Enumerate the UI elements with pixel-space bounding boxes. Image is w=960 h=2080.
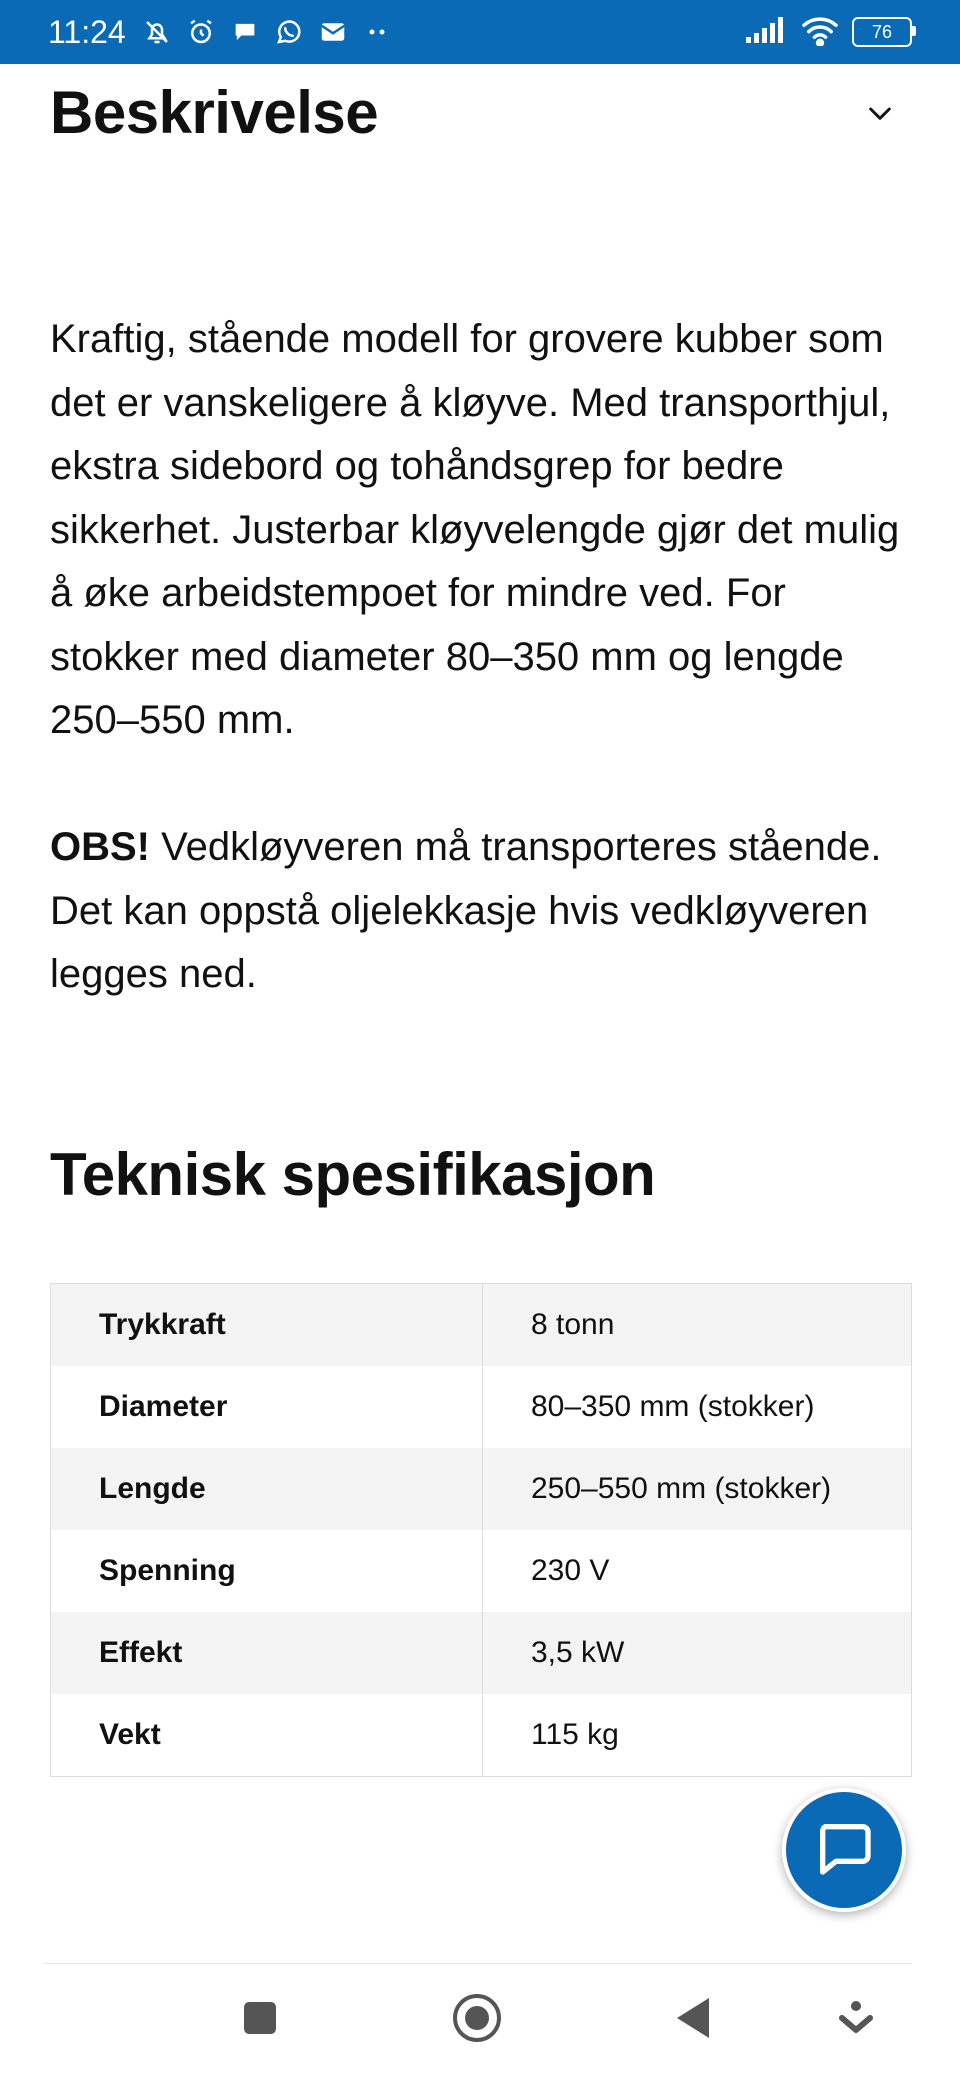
spec-key: Trykkraft <box>51 1284 483 1367</box>
spec-table <box>50 1283 912 1777</box>
chat-button[interactable] <box>782 1788 906 1912</box>
obs-note <box>50 816 910 1007</box>
back-button[interactable] <box>663 1990 723 2050</box>
spec-value: 230 V <box>531 1554 610 1587</box>
spec-value: 8 tonn <box>531 1308 615 1341</box>
notification-icons <box>140 15 394 49</box>
recents-button[interactable] <box>230 1990 290 2050</box>
signal-icon <box>744 15 788 50</box>
chat-icon <box>812 1816 876 1885</box>
back-triangle-icon <box>673 1996 713 2045</box>
description-header[interactable] <box>50 78 910 147</box>
obs-label: OBS! <box>50 825 150 869</box>
table-row <box>51 1612 912 1694</box>
home-circle-icon <box>451 1992 503 2049</box>
spec-value: 3,5 kW <box>531 1636 625 1669</box>
mute-bell-icon <box>140 15 174 49</box>
chat-bubble-icon <box>228 15 262 49</box>
home-button[interactable] <box>447 1990 507 2050</box>
spec-key: Spenning <box>51 1530 483 1612</box>
table-row <box>51 1530 912 1612</box>
status-bar <box>0 0 960 64</box>
mail-icon <box>316 15 350 49</box>
spec-value: 250–550 mm (stokker) <box>531 1472 832 1505</box>
system-indicators <box>744 14 912 51</box>
description-text: Kraftig, stående modell for grovere kubber som det er vanskeligere å kløyve. Med transporthjul, ekstra sidebord og tohåndsgrep for bedre sikkerhet. Justerbar kløyvelengde gjør det mulig å øke arbeidstempoet for mindre ved. For stokker med diameter 80–350 mm og lengde 250–550 mm. <box>50 317 900 742</box>
whatsapp-icon <box>272 15 306 49</box>
more-dots-icon <box>360 15 394 49</box>
battery-icon <box>852 17 912 47</box>
hide-nav-icon <box>838 1998 874 2043</box>
spec-title: Teknisk spesifikasjon <box>50 1141 656 1208</box>
alarm-icon <box>184 15 218 49</box>
hide-nav-button[interactable] <box>826 1990 886 2050</box>
table-row <box>51 1694 912 1777</box>
status-time: 11:24 <box>48 13 126 50</box>
recents-square-icon <box>241 1999 279 2042</box>
spec-value: 80–350 mm (stokker) <box>531 1390 815 1423</box>
spec-key: Diameter <box>51 1366 483 1448</box>
description-title: Beskrivelse <box>50 79 379 146</box>
spec-key: Lengde <box>51 1448 483 1530</box>
spec-key: Vekt <box>51 1694 483 1777</box>
table-row <box>51 1366 912 1448</box>
wifi-icon <box>800 14 840 51</box>
navigation-bar <box>0 1980 960 2060</box>
chevron-down-icon[interactable] <box>860 93 900 133</box>
battery-level: 76 <box>871 21 893 42</box>
table-row <box>51 1284 912 1367</box>
spec-value: 115 kg <box>531 1718 619 1751</box>
table-row <box>51 1448 912 1530</box>
obs-text: Vedkløyveren må transporteres stående. Det kan oppstå oljelekkasje hvis vedkløyveren legges ned. <box>50 825 882 996</box>
nav-divider <box>44 1963 912 1964</box>
spec-key: Effekt <box>51 1612 483 1694</box>
